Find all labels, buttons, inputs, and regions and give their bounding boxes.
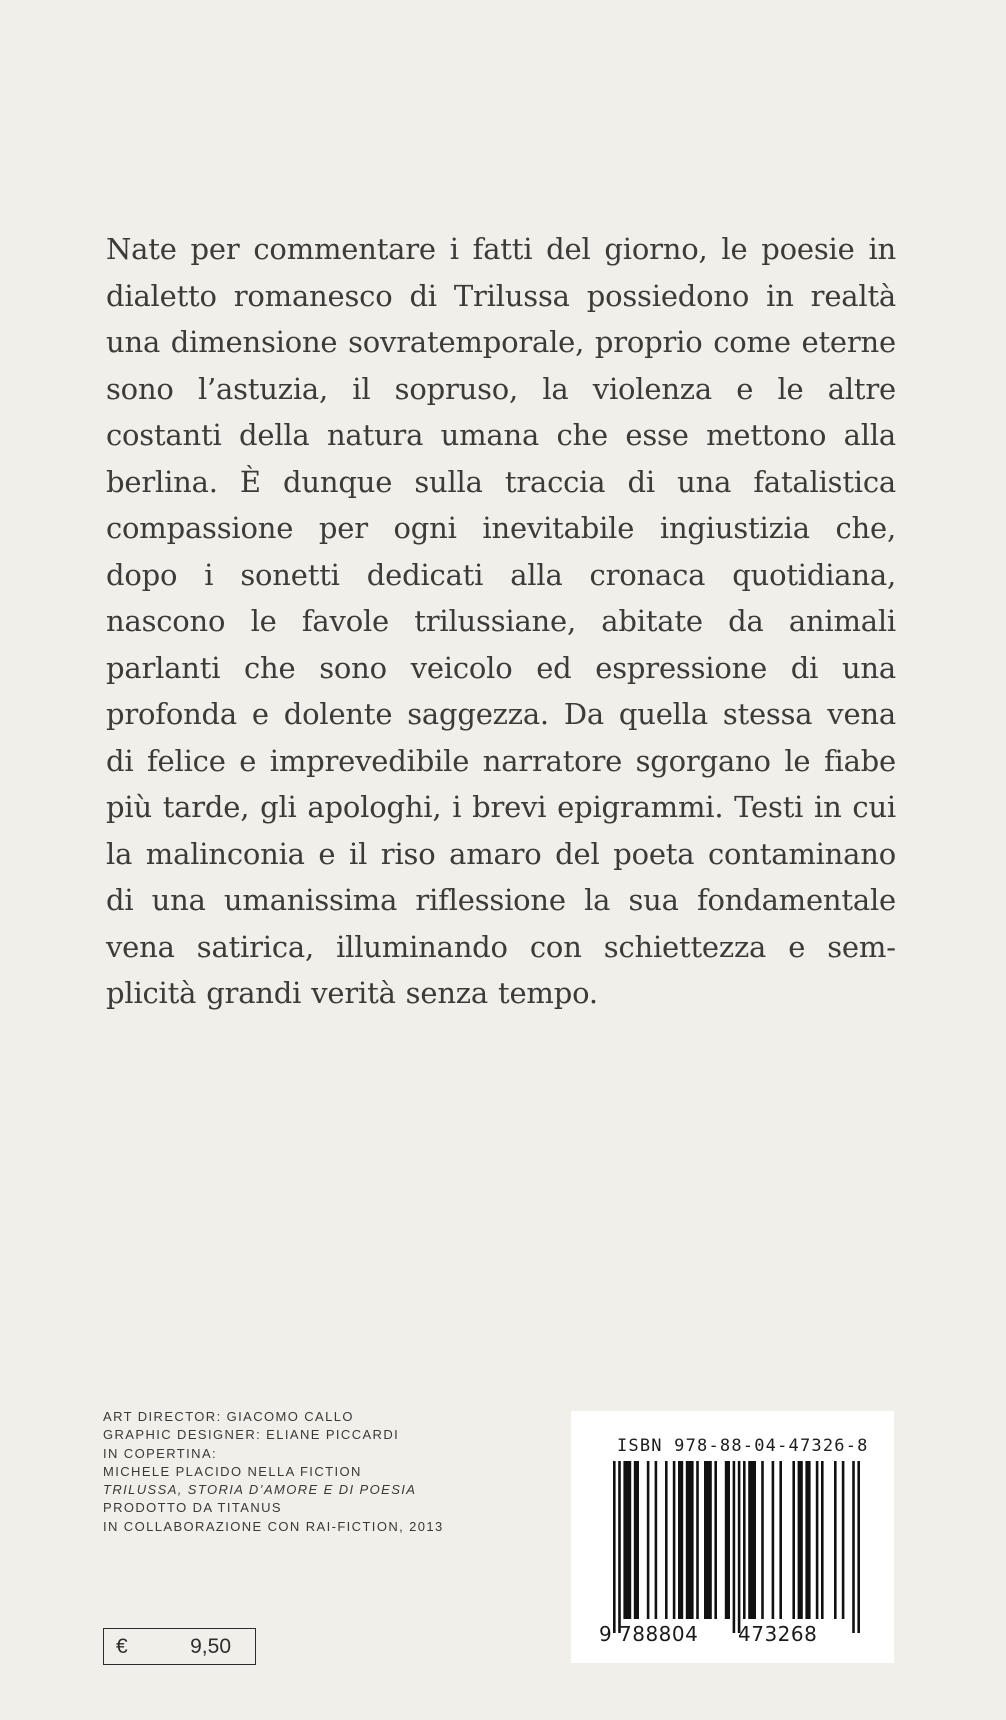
barcode-bar — [634, 1461, 639, 1619]
barcode-panel — [571, 1411, 894, 1663]
barcode-guard-bar — [852, 1461, 855, 1633]
credit-collaboration: IN COLLABORAZIONE CON RAI-FICTION, 2013 — [103, 1518, 444, 1534]
credit-cover-label: IN COPERTINA: — [103, 1445, 218, 1461]
barcode-guard-bar — [618, 1461, 621, 1633]
barcode-guard-bar — [857, 1461, 860, 1633]
barcode-bar — [665, 1461, 668, 1619]
barcode-bar — [834, 1461, 837, 1619]
barcode-guard-bar — [733, 1461, 736, 1633]
barcode-guard-bar — [738, 1461, 741, 1633]
barcode-bar — [623, 1461, 631, 1619]
credit-cover-line: MICHELE PLACIDO NELLA FICTION — [103, 1463, 362, 1479]
barcode-bar — [647, 1461, 650, 1619]
price-amount: 9,50 — [190, 1635, 231, 1658]
isbn-label: ISBN 978-88-04-47326-8 — [617, 1436, 869, 1456]
credit-art-director: ART DIRECTOR: GIACOMO CALLO — [103, 1409, 354, 1424]
price-box — [103, 1628, 256, 1665]
back-cover-blurb: Nate per commentare i fatti del giorno, le poesie in dialetto romanesco di Trilussa possiedono in realtà una dimensione sovratemporale, proprio come eterne sono l’astuzia, il sopruso, la violenza e le altre costanti della natura umana che esse mettono alla berlina. È dunque sulla traccia di una fatalistica compassione per ogni inevitabile ingiustizia che, dopo i sonetti dedicati alla cronaca quotidiana, nascono le favole trilussiane, abitate da animali parlanti che sono veicolo ed espressione di una profonda e dolente saggezza. Da quella stessa vena di felice e imprevedibile narratore sgorgano le fiabe più tarde, gli apologhi, i brevi epigrammi. Testi in cui la malinconia e il riso amaro del poeta contaminano di una umanissima riflessione la sua fondamentale vena satirica, illuminando con schiettezza e semplicità grandi verità senza tempo. — [106, 232, 896, 1010]
barcode-bar — [761, 1461, 764, 1619]
ean-right-group: 473268 — [738, 1622, 818, 1646]
barcode-bar — [792, 1461, 795, 1619]
barcode-guard-bar — [613, 1461, 616, 1633]
barcode-bar — [714, 1461, 717, 1619]
credit-graphic-designer: GRAPHIC DESIGNER: ELIANE PICCARDI — [103, 1427, 400, 1443]
barcode-bar — [686, 1461, 694, 1619]
barcode-bar — [821, 1461, 824, 1619]
currency-symbol: € — [116, 1635, 128, 1658]
barcode-bar — [696, 1461, 699, 1619]
barcode-bar — [805, 1461, 810, 1619]
barcode-bar — [842, 1461, 845, 1619]
barcode-bar — [748, 1461, 756, 1619]
credit-producer: PRODOTTO DA TITANUS — [103, 1500, 283, 1516]
barcode-bar — [655, 1461, 658, 1619]
barcode-bar — [779, 1461, 782, 1619]
barcode-bar — [772, 1461, 775, 1619]
barcode-bar — [704, 1461, 712, 1619]
barcode-bar — [743, 1461, 746, 1619]
credits-block — [103, 1408, 563, 1536]
barcode-bar — [798, 1461, 803, 1619]
barcode-bar — [678, 1461, 683, 1619]
ean-first-digit: 9 — [599, 1622, 613, 1646]
credit-cover-title: TRILUSSA, STORIA D’AMORE E DI POESIA — [103, 1482, 417, 1498]
barcode-bar — [725, 1461, 730, 1619]
ean-left-group: 788804 — [619, 1622, 699, 1646]
barcode-bar — [816, 1461, 819, 1619]
barcode-bar — [673, 1461, 676, 1619]
